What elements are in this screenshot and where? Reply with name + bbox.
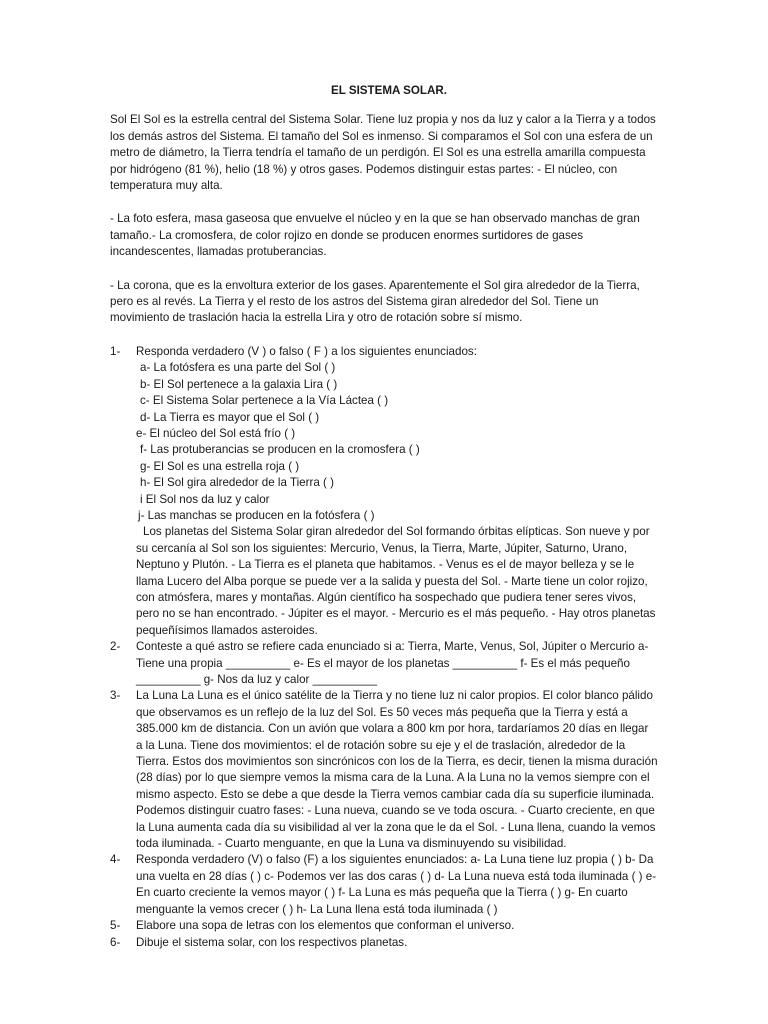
intro-paragraph-corona: - La corona, que es la envoltura exterior de los gases. Aparentemente el Sol gira alrededor de la Tierra, pero es al revés. La Tierra y el resto de los astros del Sistema giran alrededor del Sol. Tiene un movimiento de traslación hacia la estrella Lira y otro de rotación sobre sí mismo. bbox=[110, 278, 640, 325]
question-number: 2- bbox=[110, 640, 121, 654]
question-body: Responda verdadero (V) o falso (F) a los siguientes enunciados: a- La Luna tiene luz propia ( ) b- Da una vuelta en 28 días ( ) c- Podemos ver las dos caras ( ) d- La Luna nueva está toda iluminada ( ) e- En cuarto creciente la vemos mayor ( ) f- La Luna es más pequeña que la Tierra ( ) g- En cuarto menguante la vemos crecer ( ) h- La Luna llena está toda iluminada ( ) bbox=[136, 853, 657, 916]
question-4 bbox=[110, 852, 658, 918]
intro-paragraph-photosphere: - La foto esfera, masa gaseosa que envuelve el núcleo y en la que se han observado manchas de gran tamaño.- La cromosfera, de color rojizo en donde se producen enormes surtidores de gases incandescentes, llamadas protuberancias. bbox=[110, 212, 640, 259]
question-1 bbox=[110, 344, 658, 639]
question-body: La Luna La Luna es el único satélite de la Tierra y no tiene luz ni calor propios. El color blanco pálido que observamos es un reflejo de la luz del Sol. Es 50 veces más pequeña que la Tierra y está a 385.000 km de distancia. Con un avión que volara a 800 km por hora, tardaríamos 20 días en llegar a la Luna. Tiene dos movimientos: el de rotación sobre su eje y el de traslación, alrededor de la Tierra. Estos dos movimientos son sincrónicos con los de la Tierra, es decir, tienen la misma duración (28 días) por lo que siempre vemos la misma cara de la Luna. A la Luna no la vemos siempre con el mismo aspecto. Esto se debe a que desde la Tierra vemos cambiar cada día su superficie iluminada. Podemos distinguir cuatro fases: - Luna nueva, cuando se ve toda oscura. - Cuarto creciente, en que la Luna aumenta cada día su visibilidad al ver la zona que le da el Sol. - Luna llena, cuando la vemos toda iluminada. - Cuarto menguante, en que la Luna va disminuyendo su visibilidad. bbox=[136, 689, 658, 851]
question-number: 6- bbox=[110, 935, 121, 949]
statement-item: f- Las protuberancias se producen en la cromosfera ( ) bbox=[140, 443, 420, 457]
question-2 bbox=[110, 639, 658, 688]
statement-item: e- El núcleo del Sol está frío ( ) bbox=[136, 426, 296, 440]
question-number: 1- bbox=[110, 344, 121, 358]
question-6 bbox=[110, 935, 658, 951]
question-5 bbox=[110, 918, 658, 934]
question-body: Elabore una sopa de letras con los elementos que conforman el universo. bbox=[136, 919, 515, 933]
question-body: Conteste a qué astro se refiere cada enunciado si a: Tierra, Marte, Venus, Sol, Júpiter o Mercurio a- Tiene una propia __________ e- Es el mayor de los planetas __________ f- Es el más pequeño __________ g- Nos da luz y calor __________ bbox=[136, 640, 649, 686]
question-number: 5- bbox=[110, 919, 121, 933]
statement-item: i El Sol nos da luz y calor bbox=[140, 492, 270, 506]
question-prompt: Responda verdadero (V ) o falso ( F ) a los siguientes enunciados: bbox=[136, 344, 477, 358]
planets-paragraph: Los planetas del Sistema Solar giran alrededor del Sol formando órbitas elípticas. Son nueve y por su cercanía al Sol son los siguientes: Mercurio, Venus, la Tierra, Marte, Júpiter, Saturno, Urano, Neptuno y Plutón. - La Tierra es el planeta que habitamos. - Venus es el de mayor belleza y se le llama Lucero del Alba porque se puede ver a la salida y puesta del Sol. - Marte tiene un color rojizo, con atmósfera, mares y montañas. Algún científico ha sospechado que pudiera tener seres vivos, pero no se han encontrado. - Júpiter es el mayor. - Mercurio es el más pequeño. - Hay otros planetas pequeñísimos llamados asteroides. bbox=[136, 525, 656, 637]
question-number: 4- bbox=[110, 853, 121, 867]
document-title: EL SISTEMA SOLAR. bbox=[331, 84, 447, 97]
statement-item: j- Las manchas se producen en la fotósfera ( ) bbox=[138, 508, 375, 522]
statement-item: h- El Sol gira alrededor de la Tierra ( ) bbox=[140, 476, 334, 490]
statement-item: a- La fotósfera es una parte del Sol ( ) bbox=[140, 361, 336, 375]
question-number: 3- bbox=[110, 689, 121, 703]
statement-item: b- El Sol pertenece a la galaxia Lira ( ) bbox=[140, 377, 338, 391]
statement-item: d- La Tierra es mayor que el Sol ( ) bbox=[140, 410, 320, 424]
statement-item: c- El Sistema Solar pertenece a la Vía Láctea ( ) bbox=[140, 394, 389, 408]
question-body bbox=[136, 344, 658, 639]
statement-item: g- El Sol es una estrella roja ( ) bbox=[140, 459, 300, 473]
question-3 bbox=[110, 688, 658, 852]
question-list bbox=[110, 344, 658, 951]
question-body: Dibuje el sistema solar, con los respectivos planetas. bbox=[136, 935, 408, 949]
intro-paragraph-sun: Sol El Sol es la estrella central del Sistema Solar. Tiene luz propia y nos da luz y calor a la Tierra y a todos los demás astros del Sistema. El tamaño del Sol es inmenso. Si comparamos el Sol con una esfera de un metro de diámetro, la Tierra tendría el tamaño de un perdigón. El Sol es una estrella amarilla compuesta por hidrógeno (81 %), helio (18 %) y otros gases. Podemos distinguir estas partes: - El núcleo, con temperatura muy alta. bbox=[110, 113, 656, 193]
